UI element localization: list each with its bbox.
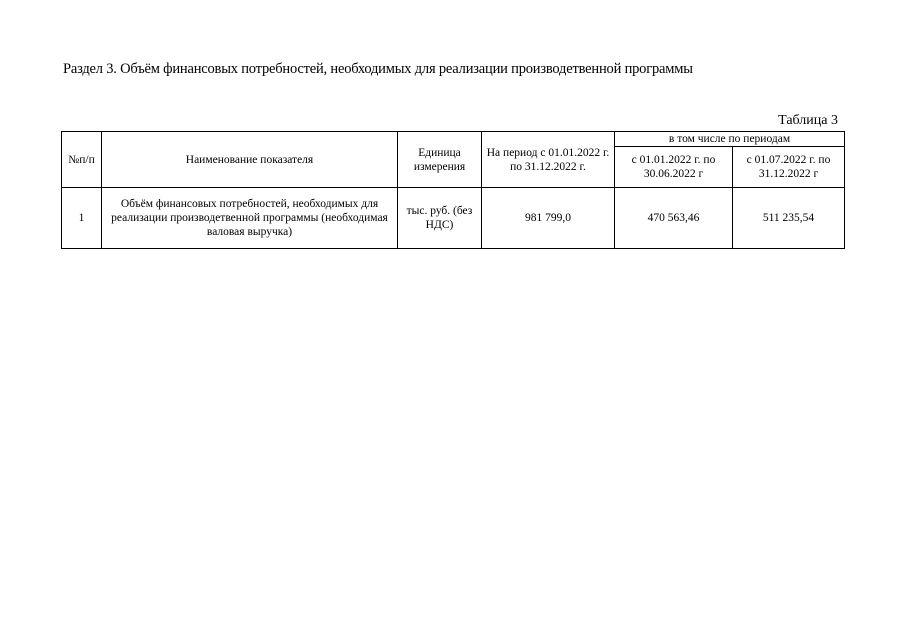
cell-number: 1	[62, 188, 102, 249]
header-unit: Единица измерения	[398, 132, 482, 188]
financial-needs-table	[61, 131, 845, 249]
header-sub-period-2: с 01.07.2022 г. по 31.12.2022 г	[733, 147, 845, 188]
header-sub-period-1: с 01.01.2022 г. по 30.06.2022 г	[615, 147, 733, 188]
table-label: Таблица 3	[778, 113, 838, 128]
header-period: На период с 01.01.2022 г. по 31.12.2022 г.	[482, 132, 615, 188]
header-number: №п/п	[62, 132, 102, 188]
header-incl-periods: в том числе по периодам	[615, 132, 845, 147]
cell-unit: тыс. руб. (без НДС)	[398, 188, 482, 249]
table-row	[62, 188, 845, 249]
table-header-row	[62, 132, 845, 147]
cell-name: Объём финансовых потребностей, необходимых для реализации производетвенной программы (необходимая валовая выручка)	[102, 188, 398, 249]
section-title: Раздел 3. Объём финансовых потребностей, необходимых для реализации производетвенной программы	[63, 61, 693, 77]
cell-sub-period-1: 470 563,46	[615, 188, 733, 249]
cell-period: 981 799,0	[482, 188, 615, 249]
header-name: Наименование показателя	[102, 132, 398, 188]
cell-sub-period-2: 511 235,54	[733, 188, 845, 249]
